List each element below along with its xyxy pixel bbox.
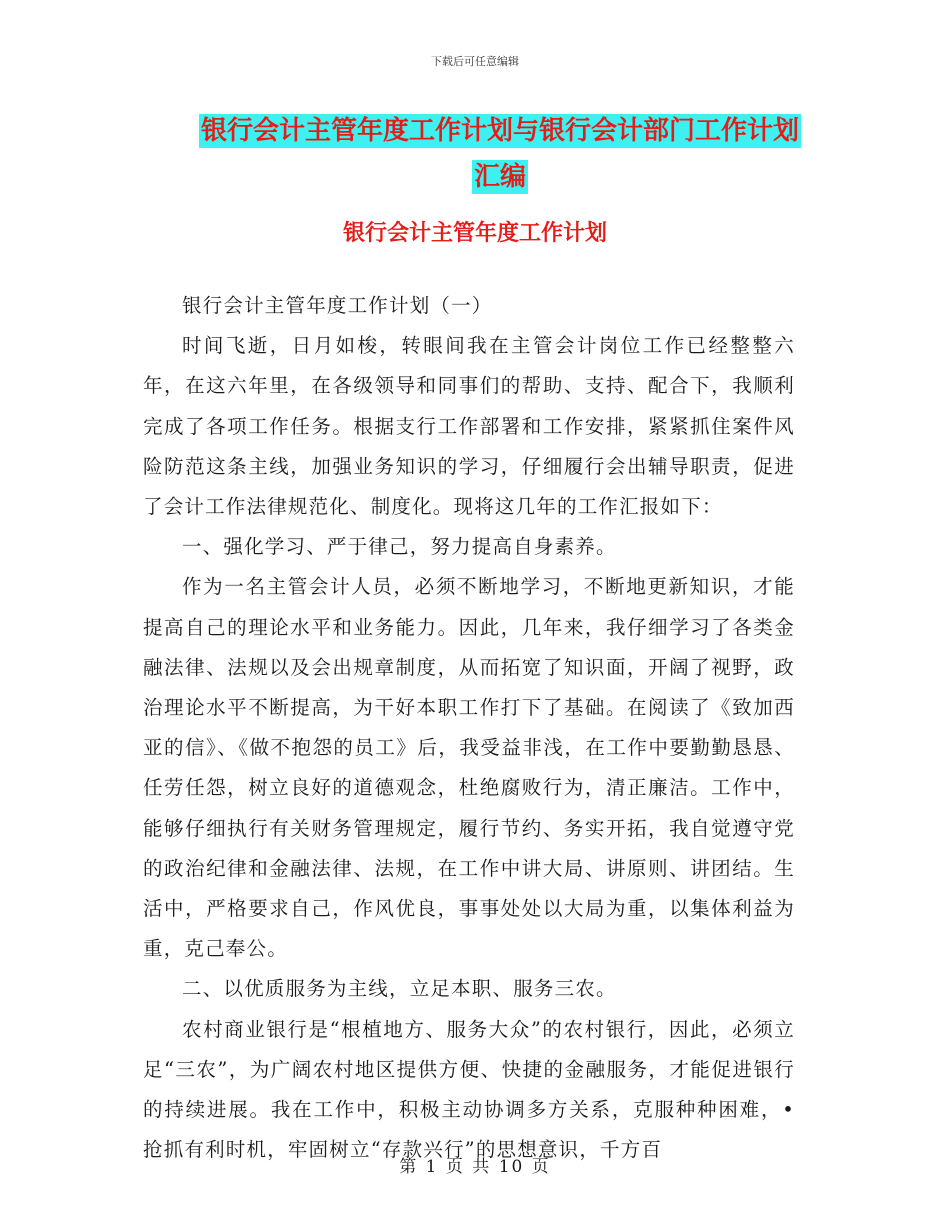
paragraph: 时间飞逝，日月如梭，转眼间我在主管会计岗位工作已经整整六年，在这六年里，在各级领导和同事们的帮助、支持、配合下，我顺利完成了各项工作任务。根据支行工作部署和工作安排，紧紧抓住案件风险防范这条主线，加强业务知识的学习，仔细履行会出辅导职责，促进了会计工作法律规范化、制度化。现将这几年的工作汇报如下： (143, 334, 795, 519)
document-title (150, 108, 850, 200)
body-text (143, 286, 795, 1170)
paragraph: 农村商业银行是“根植地方、服务大众”的农村银行，因此，必须立足“三农”，为广阔农村地区提供方便、快捷的金融服务，才能促进银行的持续进展。我在工作中，积极主动协调多方关系，克服种种困难，•抢抓有利时机，牢固树立“存款兴行”的思想意识，千方百 (143, 1017, 795, 1162)
document-title-line-1: 银行会计主管年度工作计划与银行会计部门工作计划 (200, 116, 799, 146)
section-title: 银行会计主管年度工作计划 (342, 221, 607, 246)
paragraph-subtitle: 银行会计主管年度工作计划（一） (182, 294, 493, 317)
paragraph: 作为一名主管会计人员，必须不断地学习，不断地更新知识，才能提高自己的理论水平和业务能力。因此，几年来，我仔细学习了各类金融法律、法规以及会出规章制度，从而拓宽了知识面，开阔了视野，政治理论水平不断提高，为干好本职工作打下了基础。在阅读了《致加西亚的信》、《做不抱怨的员工》后，我受益非浅，在工作中要勤勤恳恳、任劳任怨，树立良好的道德观念，杜绝腐败行为，清正廉洁。工作中，能够仔细执行有关财务管理规定，履行节约、务实开拓，我自觉遵守党的政治纪律和金融法律、法规，在工作中讲大局、讲原则、讲团结。生活中，严格要求自己，作风优良，事事处处以大局为重，以集体利益为重，克己奉公。 (143, 575, 795, 961)
paragraph-heading: 二、以优质服务为主线，立足本职、服务三农。 (182, 977, 617, 1001)
header-note: 下载后可任意编辑 (431, 55, 519, 68)
document-title-line-2: 汇编 (473, 162, 526, 192)
paragraph-heading: 一、强化学习、严于律己，努力提高自身素养。 (182, 535, 617, 559)
page-footer: 第 1 页 共 10 页 (399, 1157, 551, 1177)
